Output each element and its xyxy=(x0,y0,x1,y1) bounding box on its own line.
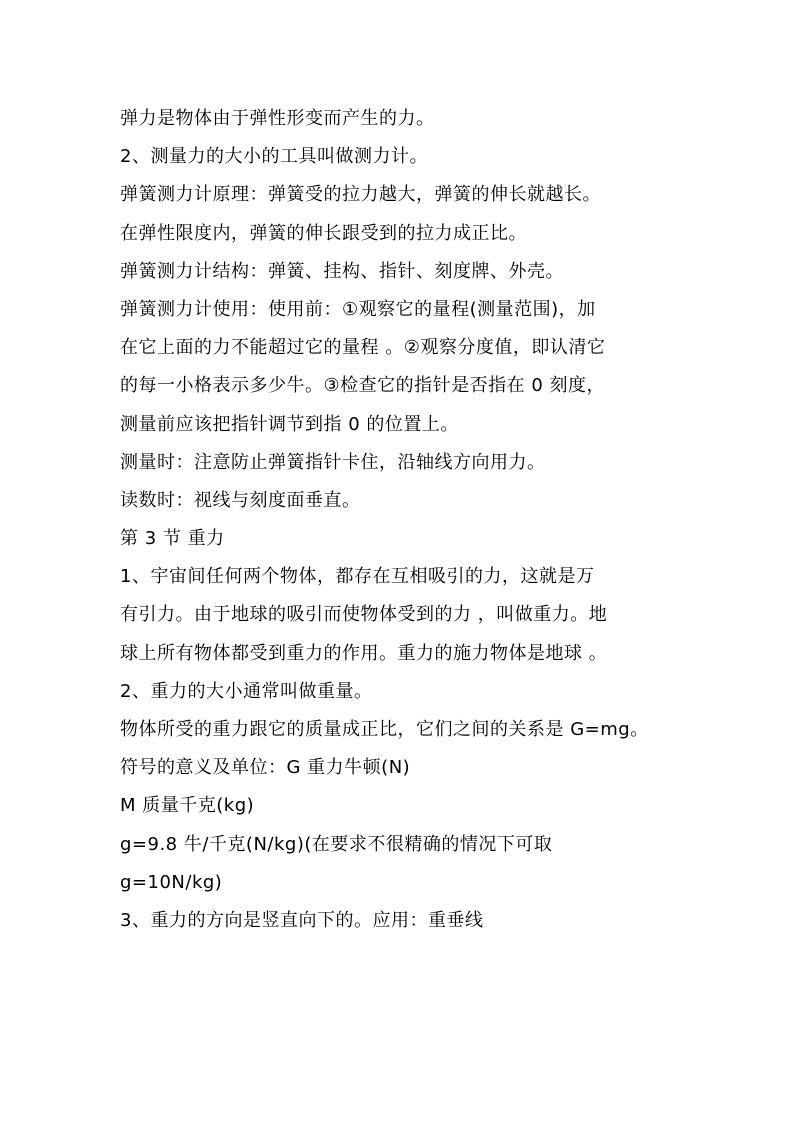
paragraph-line: 弹簧测力计使用：使用前：①观察它的量程(测量范围)，加 xyxy=(120,298,596,320)
paragraph-line: 2、测量力的大小的工具叫做测力计。 xyxy=(120,146,428,168)
paragraph-line: M 质量千克(kg) xyxy=(120,795,255,817)
paragraph-line: g=10N/kg) xyxy=(120,871,223,893)
paragraph-line: 弹簧测力计原理：弹簧受的拉力越大，弹簧的伸长就越长。 xyxy=(120,184,601,206)
section-heading: 第 3 节 重力 xyxy=(120,528,225,550)
paragraph-line: 测量时：注意防止弹簧指针卡住，沿轴线方向用力。 xyxy=(120,451,546,473)
body-text xyxy=(120,100,720,940)
paragraph-line: 在它上面的力不能超过它的量程 。②观察分度值，即认清它 xyxy=(120,337,606,359)
paragraph-line: 读数时：视线与刻度面垂直。 xyxy=(120,489,361,511)
paragraph-line: 2、重力的大小通常叫做重量。 xyxy=(120,680,373,702)
paragraph-line: 的每一小格表示多少牛。③检查它的指针是否指在 0 刻度， xyxy=(120,375,606,397)
paragraph-line: 弹力是物体由于弹性形变而产生的力。 xyxy=(120,108,435,129)
paragraph-line: 弹簧测力计结构：弹簧、挂构、指针、刻度牌、外壳。 xyxy=(120,260,564,282)
paragraph-line: 在弹性限度内，弹簧的伸长跟受到的拉力成正比。 xyxy=(120,222,527,244)
paragraph-line: 1、宇宙间任何两个物体，都存在互相吸引的力，这就是万 xyxy=(120,566,595,588)
paragraph-line: 物体所受的重力跟它的质量成正比，它们之间的关系是 G=mg。 xyxy=(120,719,649,740)
paragraph-line: 有引力。由于地球的吸引而使物体受到的力 ，叫做重力。地 xyxy=(120,604,608,626)
paragraph-line: 球上所有物体都受到重力的作用。重力的施力物体是地球 。 xyxy=(120,642,608,664)
paragraph-line: 3、重力的方向是竖直向下的。应用：重垂线 xyxy=(120,909,484,931)
paragraph-line: 测量前应该把指针调节到指 0 的位置上。 xyxy=(120,413,459,435)
paragraph-line: g=9.8 牛/千克(N/kg)(在要求不很精确的情况下可取 xyxy=(120,833,553,855)
paragraph-line: 符号的意义及单位：G 重力牛顿(N) xyxy=(120,757,411,779)
